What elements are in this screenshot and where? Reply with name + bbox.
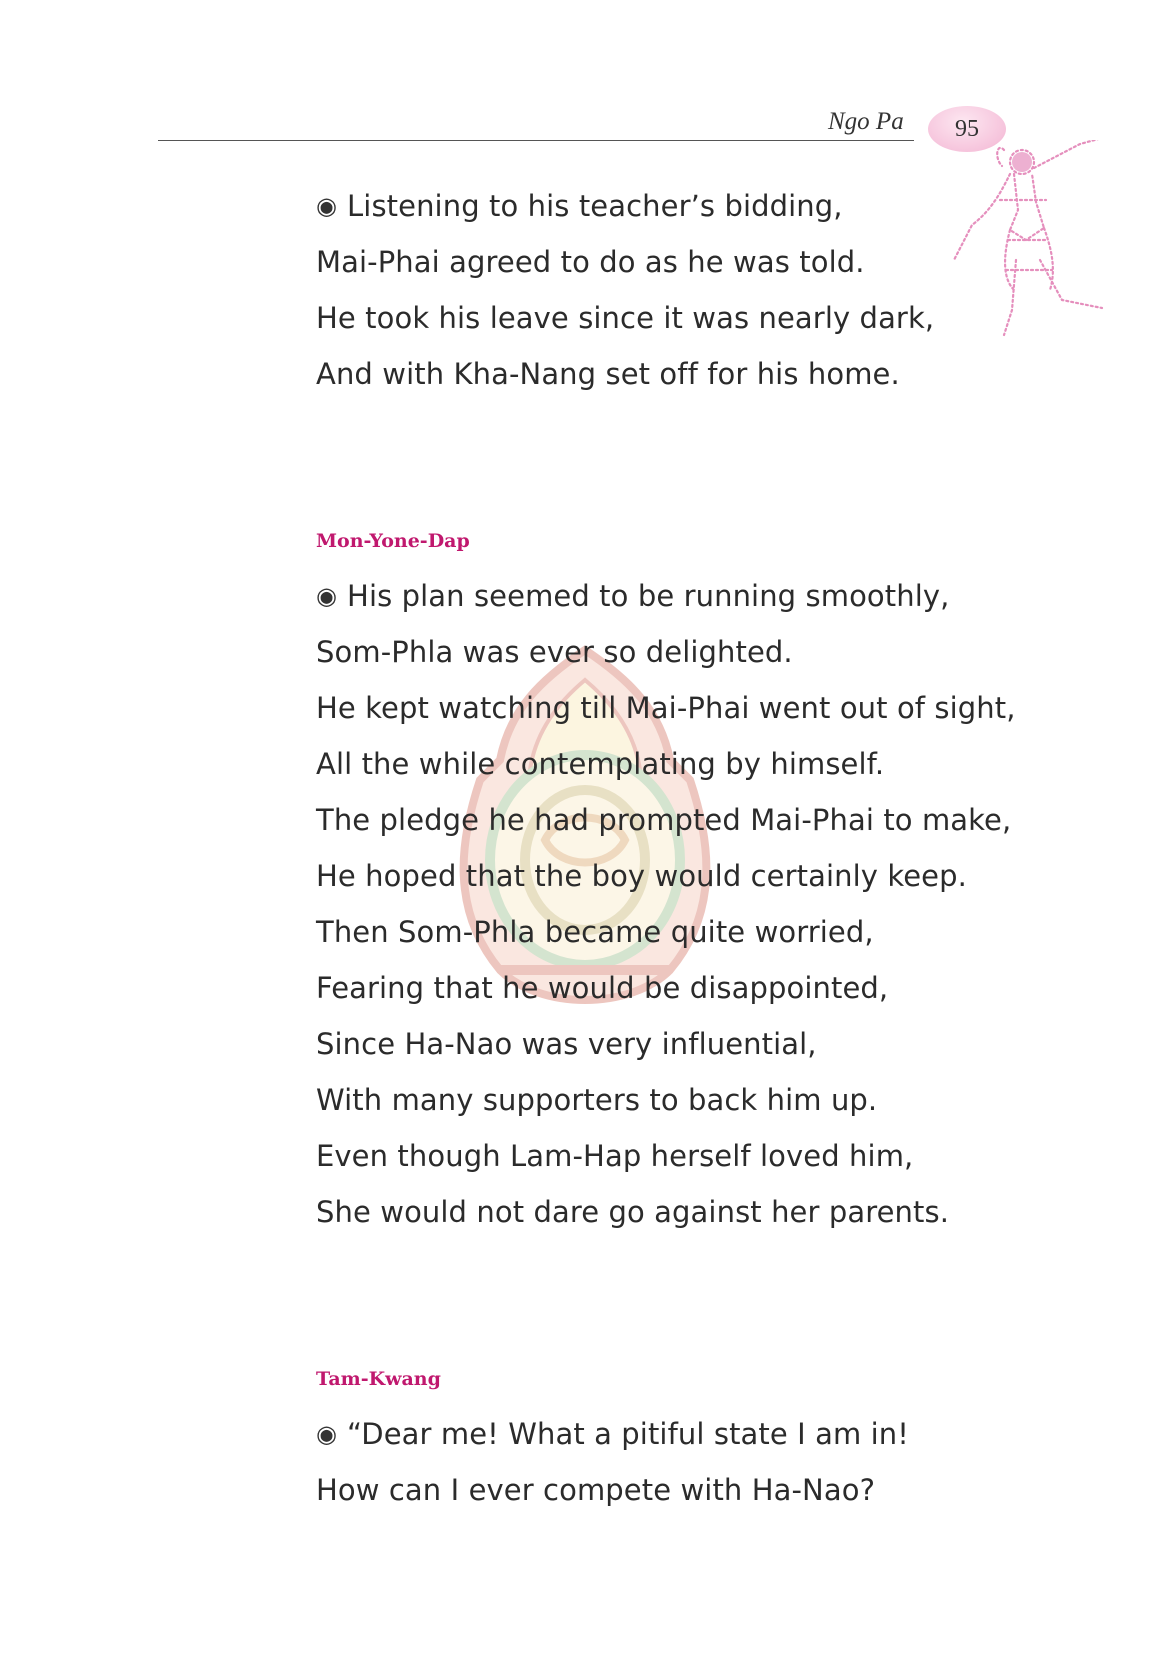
verse-line: Then Som-Phla became quite worried, [316, 915, 874, 949]
verse-line: ◉ His plan seemed to be running smoothly, [316, 579, 950, 613]
verse-line: All the while contemplating by himself. [316, 747, 885, 781]
stanza-1 [316, 178, 934, 402]
verse-line: ◉ “Dear me! What a pitiful state I am in! [316, 1417, 910, 1451]
dancer-figure-icon [952, 140, 1122, 350]
verse-line: Even though Lam-Hap herself loved him, [316, 1139, 914, 1173]
bullet-icon: ◉ [316, 192, 338, 220]
verse-line: Since Ha-Nao was very influential, [316, 1027, 817, 1061]
verse-line: She would not dare go against her parents. [316, 1195, 950, 1229]
verse-line: How can I ever compete with Ha-Nao? [316, 1473, 876, 1507]
page-number: 95 [955, 115, 979, 142]
section-title: Mon-Yone-Dap [316, 530, 470, 552]
verse-line: He hoped that the boy would certainly keep. [316, 859, 967, 893]
verse-line: With many supporters to back him up. [316, 1083, 878, 1117]
running-title: Ngo Pa [828, 108, 904, 135]
stanza-2 [316, 568, 1016, 1240]
bullet-icon: ◉ [316, 1420, 338, 1448]
verse-line: Som-Phla was ever so delighted. [316, 635, 793, 669]
verse-line: Fearing that he would be disappointed, [316, 971, 889, 1005]
verse-line: The pledge he had prompted Mai-Phai to make, [316, 803, 1012, 837]
page-number-badge [928, 106, 1006, 152]
verse-line: And with Kha-Nang set off for his home. [316, 357, 900, 391]
header-rule [158, 140, 914, 141]
verse-line: ◉ Listening to his teacher’s bidding, [316, 189, 843, 223]
section-title: Tam-Kwang [316, 1368, 441, 1390]
verse-line: He took his leave since it was nearly dark, [316, 301, 935, 335]
verse-line: He kept watching till Mai-Phai went out of sight, [316, 691, 1016, 725]
verse-line: Mai-Phai agreed to do as he was told. [316, 245, 865, 279]
stanza-3 [316, 1406, 909, 1518]
bullet-icon: ◉ [316, 582, 338, 610]
